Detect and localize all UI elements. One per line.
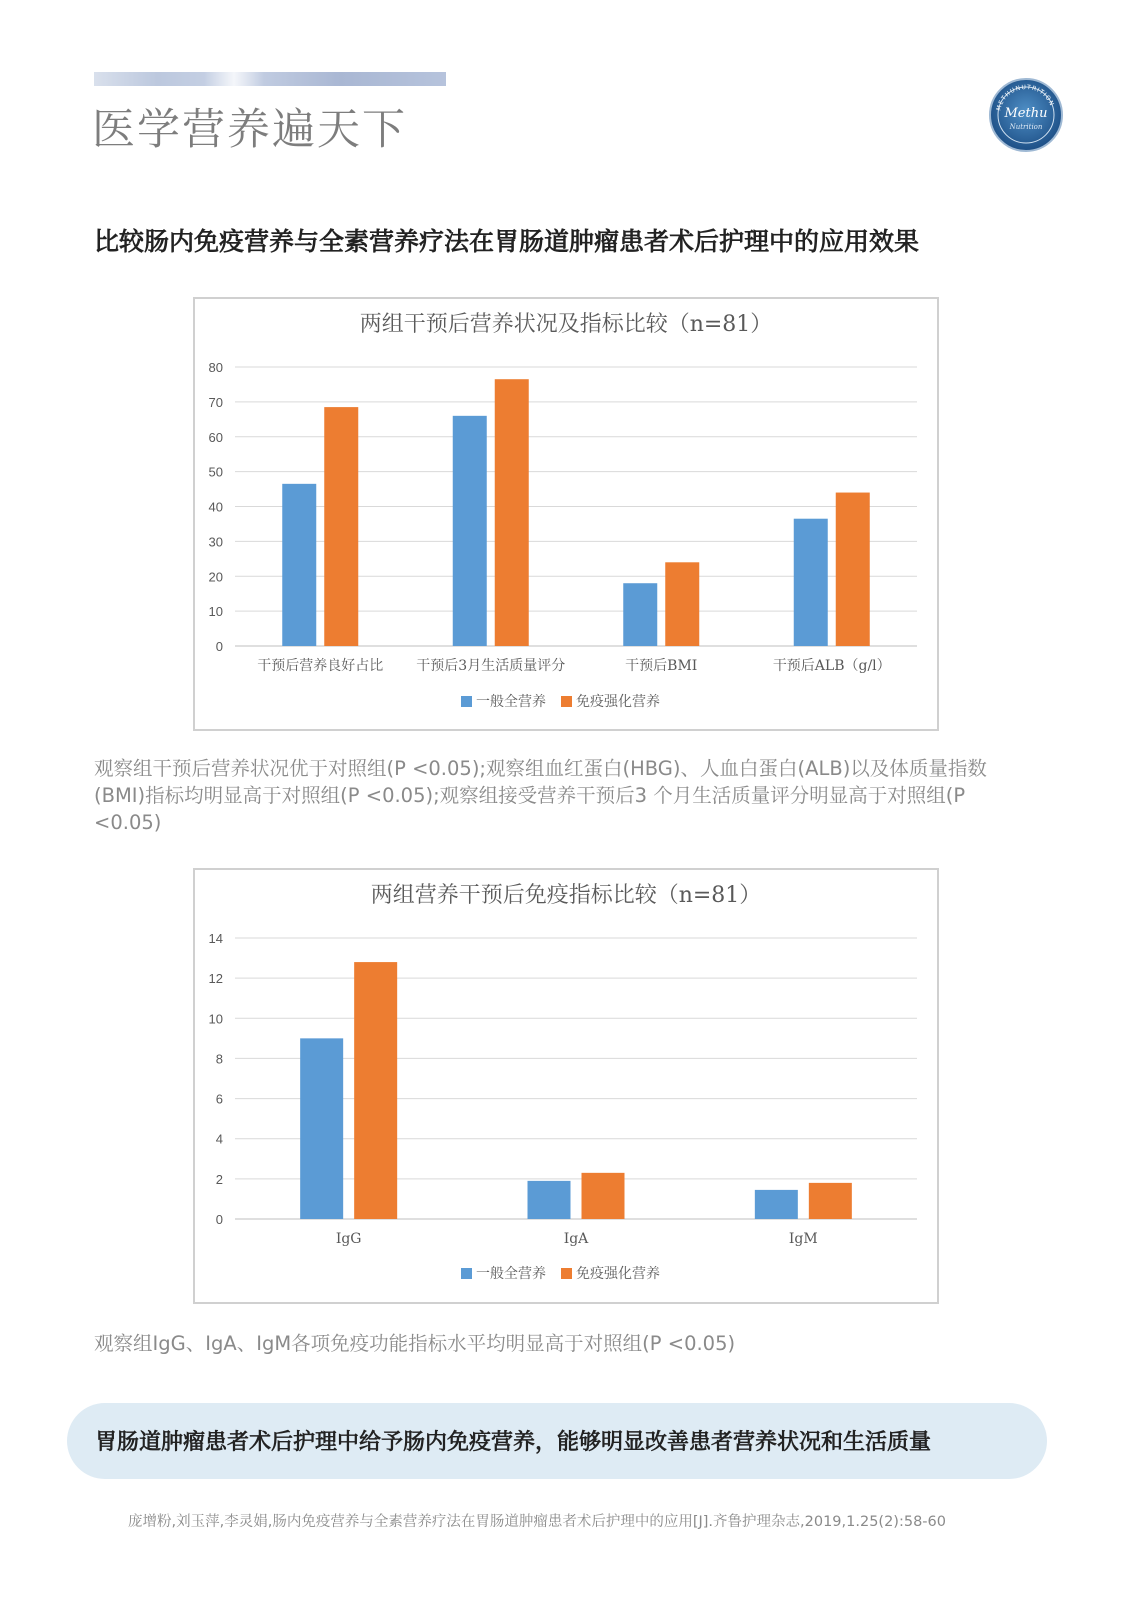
bar-series-2 (809, 1183, 852, 1219)
legend-label-series-2: 免疫强化营养 (576, 694, 660, 710)
bar-series-2 (582, 1173, 625, 1219)
y-tick-label: 10 (208, 604, 223, 620)
logo-script-text: Methu (1004, 106, 1048, 121)
chart-title: 两组营养干预后免疫指标比较（n=81） (370, 883, 762, 908)
bar-series-2 (495, 379, 529, 646)
legend-label-series-1: 一般全营养 (476, 694, 546, 710)
logo-script-subtext: Nutrition (1009, 123, 1043, 131)
bar-series-2 (324, 407, 358, 646)
bar-series-1 (794, 519, 828, 646)
legend-label-series-1: 一般全营养 (476, 1266, 546, 1282)
nutrition-chart (193, 297, 939, 731)
immune-chart-note: 观察组IgG、IgA、IgM各项免疫功能指标水平均明显高于对照组(P <0.05) (94, 1332, 736, 1355)
citation: 庞增粉,刘玉萍,李灵娟,肠内免疫营养与全素营养疗法在胃肠道肿瘤患者术后护理中的应用[J].齐鲁护理杂志,2019,1.25(2):58-60 (128, 1514, 946, 1530)
bar-series-1 (300, 1038, 343, 1219)
x-tick-label: IgG (335, 1231, 362, 1247)
x-tick-label: 干预后3月生活质量评分 (416, 658, 566, 674)
bar-series-1 (755, 1190, 798, 1219)
y-tick-label: 6 (215, 1091, 223, 1107)
x-tick-label: IgA (563, 1231, 589, 1247)
y-tick-label: 30 (208, 534, 223, 550)
y-tick-label: 60 (208, 429, 223, 445)
x-tick-label: 干预后BMI (625, 658, 698, 674)
y-tick-label: 10 (208, 1011, 223, 1027)
bar-series-1 (282, 484, 316, 646)
bar-series-2 (836, 493, 870, 646)
legend-swatch-series-2 (561, 1268, 572, 1279)
y-tick-label: 0 (215, 639, 223, 654)
y-tick-label: 40 (208, 499, 223, 515)
nutrition-chart-note: 观察组干预后营养状况优于对照组(P <0.05);观察组血红蛋白(HBG)、人血白蛋白(ALB)以及体质量指数(BMI)指标均明显高于对照组(P <0.05);观察组接受营养干预后3 个月生活质量评分明显高于对照组(P <0.05) (94, 757, 987, 834)
brand-title: 医学营养遍天下 (92, 105, 407, 155)
x-tick-label: IgM (788, 1231, 818, 1247)
logo-ring-text: METHUNUTRITION (995, 83, 1056, 112)
bar-series-1 (528, 1181, 571, 1219)
header-decoration-bar (94, 72, 446, 86)
bar-series-2 (665, 562, 699, 646)
y-tick-label: 80 (208, 360, 223, 375)
y-tick-label: 12 (208, 971, 223, 987)
y-tick-label: 70 (208, 394, 223, 410)
bar-series-1 (623, 583, 657, 646)
y-tick-label: 0 (215, 1212, 223, 1227)
legend-swatch-series-2 (561, 696, 572, 707)
article-heading: 比较肠内免疫营养与全素营养疗法在胃肠道肿瘤患者术后护理中的应用效果 (94, 227, 920, 256)
x-tick-label: 干预后ALB（g/l） (772, 658, 891, 674)
conclusion-callout (67, 1403, 1047, 1479)
legend-swatch-series-1 (461, 696, 472, 707)
y-tick-label: 50 (208, 464, 223, 480)
brand-logo (988, 77, 1064, 153)
chart-svg (195, 870, 937, 1302)
y-tick-label: 14 (208, 931, 223, 946)
y-tick-label: 4 (215, 1131, 223, 1147)
chart-title: 两组干预后营养状况及指标比较（n=81） (359, 312, 773, 337)
x-tick-label: 干预后营养良好占比 (257, 658, 384, 674)
legend-swatch-series-1 (461, 1268, 472, 1279)
chart-svg (195, 299, 937, 729)
y-tick-label: 8 (215, 1051, 223, 1067)
y-tick-label: 2 (215, 1171, 223, 1187)
bar-series-1 (453, 416, 487, 646)
bar-series-2 (354, 962, 397, 1219)
conclusion-text: 胃肠道肿瘤患者术后护理中给予肠内免疫营养，能够明显改善患者营养状况和生活质量 (95, 1430, 932, 1455)
immune-chart (193, 868, 939, 1304)
legend-label-series-2: 免疫强化营养 (576, 1266, 660, 1282)
y-tick-label: 20 (208, 569, 223, 585)
